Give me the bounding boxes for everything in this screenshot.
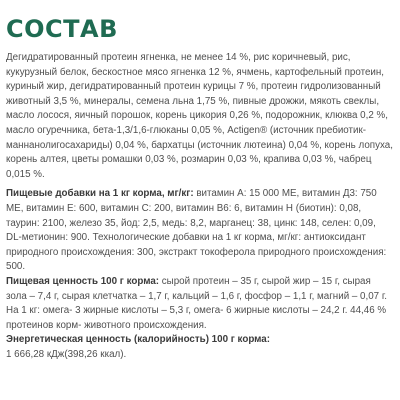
nutrition-heading: Пищевая ценность 100 г корма: — [6, 275, 160, 287]
page-title: СОСТАВ — [6, 15, 118, 43]
additives-paragraph — [6, 187, 394, 275]
energy-heading: Энергетическая ценность (калорийность) 100 г корма: — [6, 334, 270, 346]
composition-section — [6, 51, 394, 362]
nutrition-paragraph — [6, 275, 394, 333]
additives-text: витамин А: 15 000 МЕ, витамин Д3: 750 МЕ, витамин Е: 600, витамин С: 200, витамин В6: 6, витамин Н (биотин): 0,08, таурин: 2100, железо 35, йод: 2,5, медь: 8,2, марганец: 38, цинк: 148, селен: 0,09, DL-метионин: 900. Технологические добавки на 1 кг корма, мг/кг: антиоксидант природного происхождения: 300, экстракт токоферола природного происхождения: 500. — [6, 188, 387, 273]
energy-text: 1 666,28 кДж(398,26 ккал). — [6, 348, 127, 360]
composition-paragraph: Дегидратированный протеин ягненка, не менее 14 %, рис коричневый, рис, кукурузный белок, бескостное мясо ягненка 12 %, ячмень, картофельный протеин, куриный жир, дегидратированный протеин курицы 7 %, протеин гидролизованный животный 3,5 %, минералы, семена льна 1,75 %, пивные дрожжи, мякоть свеклы, масло лосося, яичный порошок, корень цикория 0,26 %, подорожник, клюква 0,2 %, масло огуречника, бета-1,3/1,6-глюканы 0,05 %, Actigen® (источник пребиотик-маннанолигосахариды) 0,04 %, бархатцы (источник лютеина) 0,04 %, корень лопуха, корень алтея, цветы ромашки 0,03 %, розмарин 0,03 %, крапива 0,03 %, чабрец 0,015 %. — [6, 52, 393, 180]
nutrition-text: сырой протеин – 35 г, сырой жир – 15 г, сырая зола – 7,4 г, сырая клетчатка – 1,7 г, кальций – 1,6 г, фосфор – 1,1 г, магний – 0,07 г. На 1 кг: омега- 3 жирные кислоты – 5,3 г, омега- 6 жирные кислоты – 24,2 г. 44,46 % протеинов корм- животного происхождения. — [6, 275, 387, 331]
additives-heading: Пищевые добавки на 1 кг корма, мг/кг: — [6, 188, 194, 200]
energy-paragraph — [6, 333, 394, 362]
